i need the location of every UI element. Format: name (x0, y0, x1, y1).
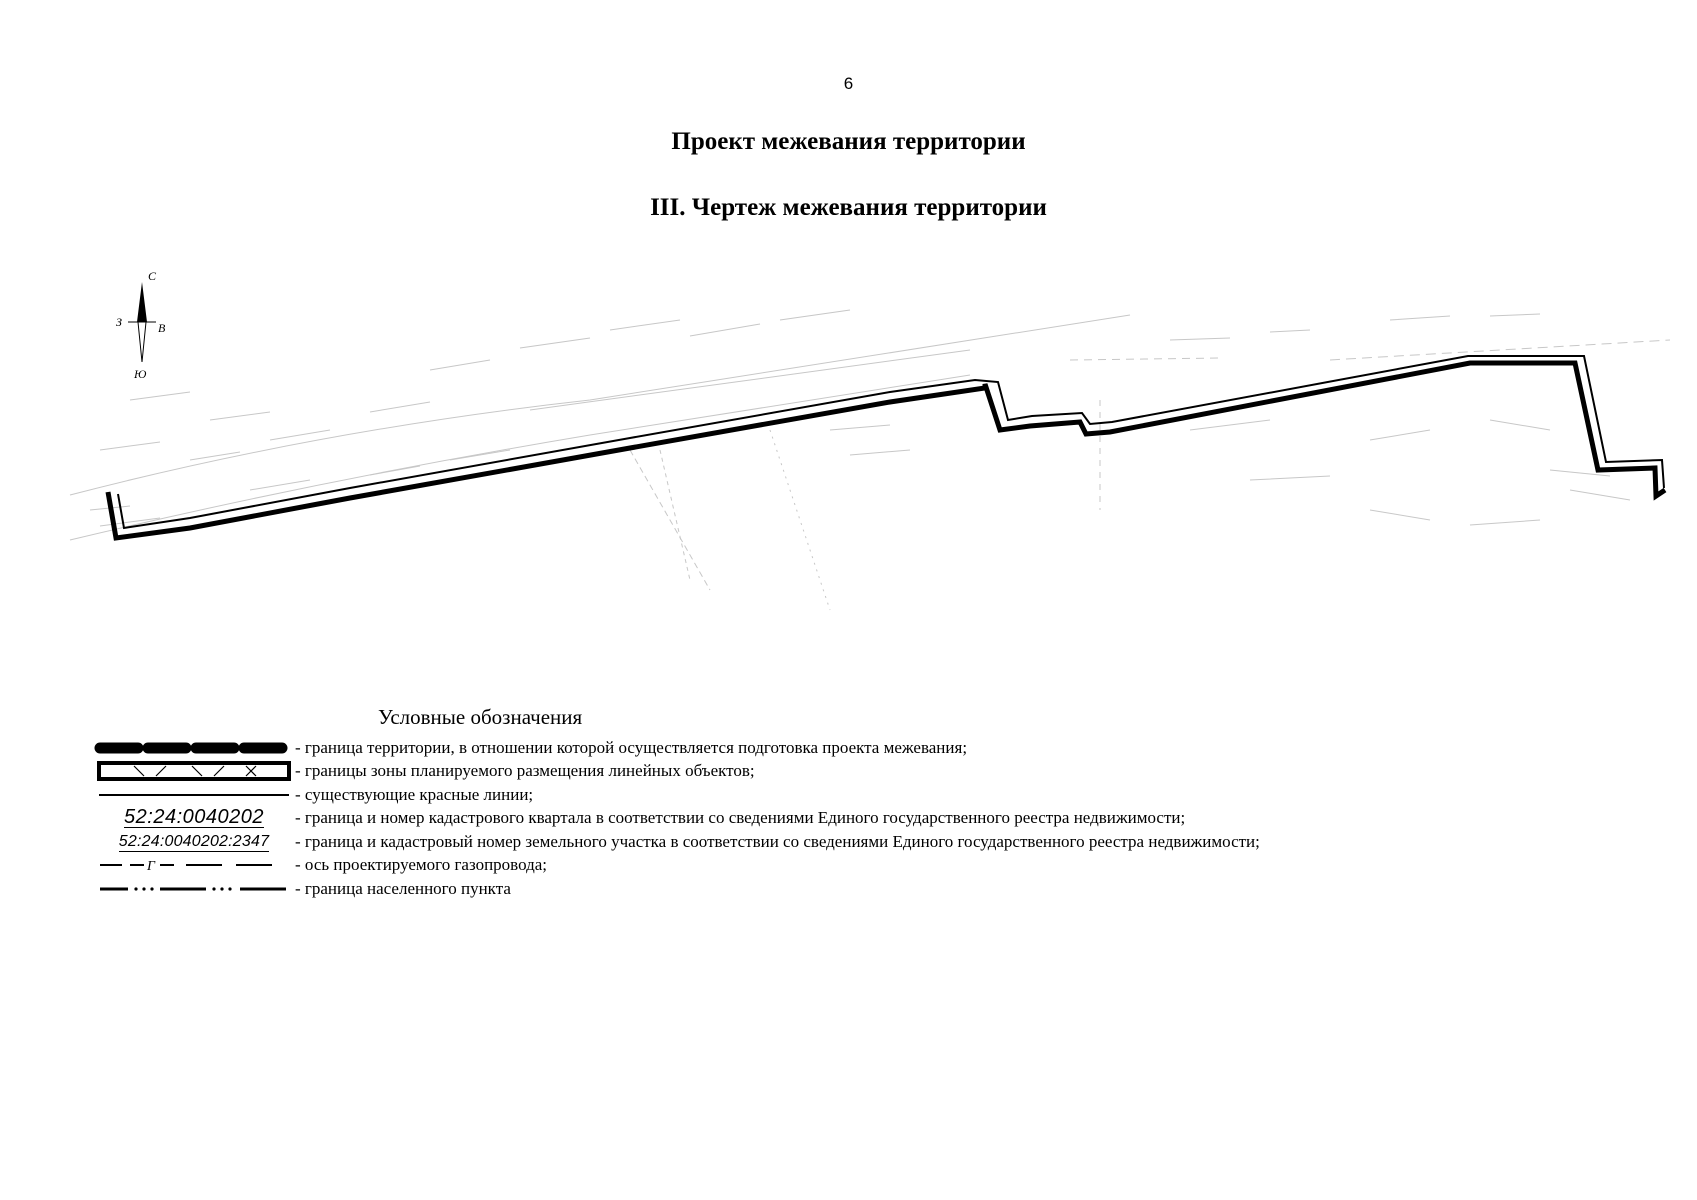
gas-pipeline-letter: Г (147, 859, 155, 875)
legend-item-text: - существующие красные линии; (295, 784, 534, 804)
cadastral-quarter-symbol: 52:24:0040202 (124, 806, 264, 829)
cadastral-parcel-symbol: 52:24:0040202:2347 (118, 832, 270, 850)
legend-item-text: - граница населенного пункта (295, 878, 511, 898)
drawing-background (70, 310, 1670, 610)
settlement-boundary-symbol (96, 878, 292, 900)
territory-boundary-symbol (96, 737, 292, 759)
legend-title: Условные обозначения (378, 705, 583, 729)
compass-south-label: Ю (134, 367, 147, 381)
legend-row (96, 854, 1656, 878)
compass-east-label: В (158, 321, 166, 335)
legend-item-text: - граница и номер кадастрового квартала в соответствии со сведениями Единого государственного реестра недвижимости; (295, 808, 1186, 828)
legend-item-text: - границы зоны планируемого размещения линейных объектов; (295, 761, 755, 781)
linear-objects-zone-symbol (96, 760, 292, 782)
legend-row (96, 807, 1656, 831)
legend-item-text: - граница территории, в отношении которой осуществляется подготовка проекта межевания; (295, 737, 968, 757)
red-lines-symbol (96, 784, 292, 806)
territory-boundary (108, 356, 1665, 538)
legend-row (96, 830, 1656, 854)
legend-row (96, 760, 1656, 784)
compass-rose (116, 269, 166, 381)
page-subtitle: III. Чертеж межевания территории (650, 194, 1047, 221)
legend (96, 736, 1656, 901)
gas-pipeline-symbol (96, 854, 292, 876)
compass-north-arrow (137, 282, 147, 322)
legend-row (96, 877, 1656, 901)
compass-south-arrow (138, 322, 146, 362)
legend-item-text: - ось проектируемого газопровода; (295, 855, 548, 875)
legend-item-text: - граница и кадастровый номер земельного участка в соответствии со сведениями Единого государственного реестра недвижимости; (295, 831, 1260, 851)
compass-north-label: С (148, 269, 157, 283)
cadastral-drawing (70, 269, 1670, 610)
compass-west-label: З (116, 315, 122, 329)
legend-row (96, 736, 1656, 760)
legend-row (96, 783, 1656, 807)
page-number: 6 (843, 74, 854, 93)
page-title: Проект межевания территории (671, 128, 1026, 155)
